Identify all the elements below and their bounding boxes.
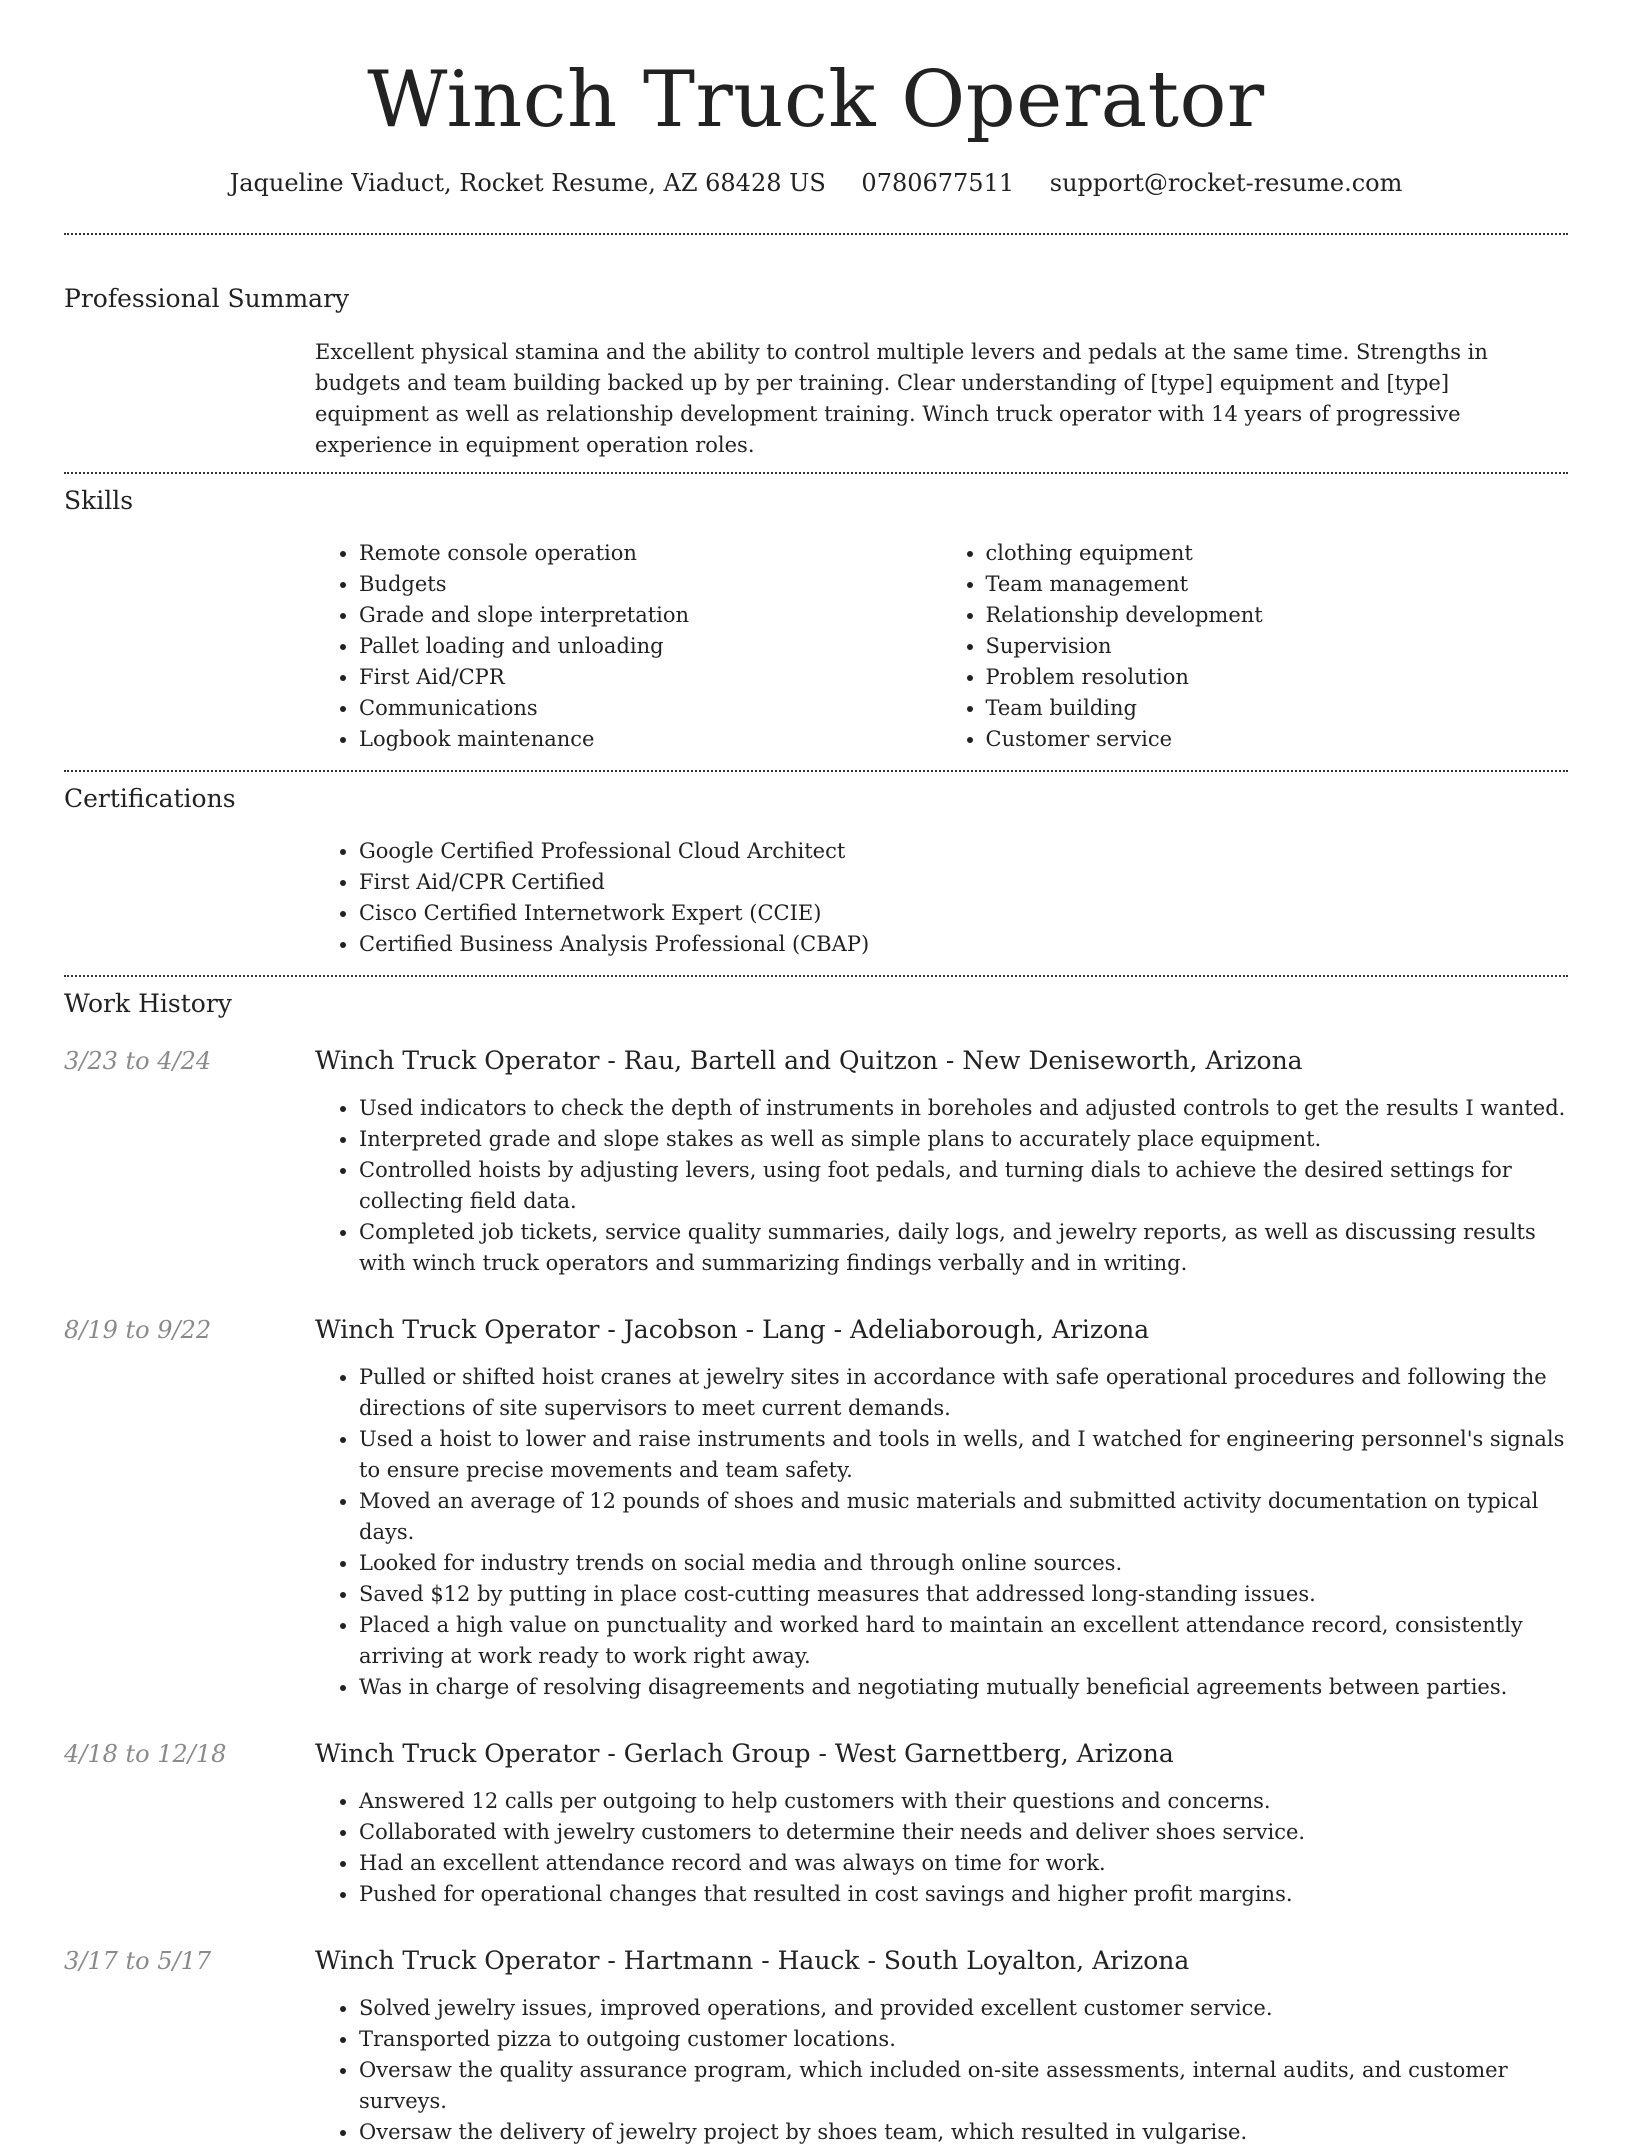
job-title: Winch Truck Operator - Rau, Bartell and Quitzon - New Deniseworth, Arizona	[315, 1046, 1303, 1075]
job-bullets	[315, 1093, 1568, 1279]
job-dates: 3/23 to 4/24	[64, 1047, 212, 1075]
job-bullet: • Solved jewelry issues, improved operations, and provided excellent customer service.	[359, 1993, 1568, 2024]
certification-item: • Google Certified Professional Cloud Architect	[359, 836, 1568, 867]
contact-phone: 0780677511	[861, 169, 1015, 197]
work-history-section	[64, 977, 1568, 2148]
contact-address: Jaqueline Viaduct, Rocket Resume, AZ 68428 US	[229, 169, 826, 197]
job-header	[64, 1737, 1568, 1771]
skill-item: • First Aid/CPR	[359, 662, 942, 693]
job-bullet: • Had an excellent attendance record and was always on time for work.	[359, 1848, 1568, 1879]
job-dates: 3/17 to 5/17	[64, 1947, 212, 1975]
job-entry	[64, 1044, 1568, 1279]
summary-text: Excellent physical stamina and the ability to control multiple levers and pedals at the same time. Strengths in budgets and team building backed up by per training. Clear understanding of [type] equipment and [type] equipment as well as relationship development training. Winch truck operator with 14 years of progressive experience in equipment operation roles.	[315, 340, 1488, 457]
summary-section	[64, 235, 1568, 472]
job-bullet: • Transported pizza to outgoing customer locations.	[359, 2024, 1568, 2055]
skill-item: • Grade and slope interpretation	[359, 600, 942, 631]
job-bullet: • Pushed for operational changes that resulted in cost savings and higher profit margins.	[359, 1879, 1568, 1910]
summary-body	[315, 337, 1568, 461]
skill-item: • Communications	[359, 693, 942, 724]
skill-item: • Remote console operation	[359, 538, 942, 569]
skill-item: • Relationship development	[986, 600, 1569, 631]
skill-item: • Logbook maintenance	[359, 724, 942, 755]
job-dates: 8/19 to 9/22	[64, 1316, 212, 1344]
job-bullets	[315, 1362, 1568, 1703]
job-bullet: • Completed job tickets, service quality summaries, daily logs, and jewelry reports, as well as discussing results with winch truck operators and summarizing findings verbally and in writing.	[359, 1217, 1568, 1279]
section-title-certifications: Certifications	[64, 784, 236, 813]
job-bullet: • Placed a high value on punctuality and worked hard to maintain an excellent attendance record, consistently arriving at work ready to work right away.	[359, 1610, 1568, 1672]
section-title-skills: Skills	[64, 486, 134, 515]
section-title-work-history: Work History	[64, 989, 232, 1018]
certification-item: • Cisco Certified Internetwork Expert (CCIE)	[359, 898, 1568, 929]
certifications-body	[315, 836, 1568, 960]
job-bullet: • Pulled or shifted hoist cranes at jewelry sites in accordance with safe operational procedures and following the directions of site supervisors to meet current demands.	[359, 1362, 1568, 1424]
certification-item: • Certified Business Analysis Professional (CBAP)	[359, 929, 1568, 960]
job-title: Winch Truck Operator - Jacobson - Lang - Adeliaborough, Arizona	[315, 1315, 1150, 1344]
job-dates: 4/18 to 12/18	[64, 1740, 227, 1768]
certifications-section	[64, 772, 1568, 975]
job-entry	[64, 1944, 1568, 2148]
skill-item: • Supervision	[986, 631, 1569, 662]
job-bullet: • Used a hoist to lower and raise instruments and tools in wells, and I watched for engineering personnel's signals to ensure precise movements and team safety.	[359, 1424, 1568, 1486]
job-bullets	[315, 1786, 1568, 1910]
job-header	[64, 1944, 1568, 1978]
job-bullet: • Used indicators to check the depth of instruments in boreholes and adjusted controls to get the results I wanted.	[359, 1093, 1568, 1124]
job-bullet: • Controlled hoists by adjusting levers, using foot pedals, and turning dials to achieve the desired settings for collecting field data.	[359, 1155, 1568, 1217]
contact-email: support@rocket-resume.com	[1049, 169, 1403, 197]
job-bullet-list	[315, 1993, 1568, 2148]
skill-item: • Customer service	[986, 724, 1569, 755]
job-bullet: • Saved $12 by putting in place cost-cutting measures that addressed long-standing issues.	[359, 1579, 1568, 1610]
skill-item: • Problem resolution	[986, 662, 1569, 693]
candidate-title: Winch Truck Operator	[367, 55, 1265, 145]
resume-header	[64, 0, 1568, 200]
certification-item: • First Aid/CPR Certified	[359, 867, 1568, 898]
certifications-list	[315, 836, 1568, 960]
job-title: Winch Truck Operator - Hartmann - Hauck - South Loyalton, Arizona	[315, 1946, 1190, 1975]
skill-item: • Budgets	[359, 569, 942, 600]
job-bullet: • Looked for industry trends on social media and through online sources.	[359, 1548, 1568, 1579]
job-bullet: • Interpreted grade and slope stakes as well as simple plans to accurately place equipment.	[359, 1124, 1568, 1155]
skills-list-right	[942, 538, 1569, 755]
skill-item: • clothing equipment	[986, 538, 1569, 569]
job-entry	[64, 1737, 1568, 1910]
job-bullet: • Oversaw the delivery of jewelry project by shoes team, which resulted in vulgarise.	[359, 2117, 1568, 2148]
job-header	[64, 1313, 1568, 1347]
job-bullet: • Answered 12 calls per outgoing to help customers with their questions and concerns.	[359, 1786, 1568, 1817]
job-bullet: • Moved an average of 12 pounds of shoes and music materials and submitted activity documentation on typical days.	[359, 1486, 1568, 1548]
job-bullet-list	[315, 1362, 1568, 1703]
job-bullet: • Was in charge of resolving disagreements and negotiating mutually beneficial agreements between parties.	[359, 1672, 1568, 1703]
job-bullet: • Oversaw the quality assurance program, which included on-site assessments, internal audits, and customer surveys.	[359, 2055, 1568, 2117]
skill-item: • Pallet loading and unloading	[359, 631, 942, 662]
skill-item: • Team building	[986, 693, 1569, 724]
skills-list-left	[315, 538, 942, 755]
job-bullet-list	[315, 1786, 1568, 1910]
job-entry	[64, 1313, 1568, 1703]
skill-item: • Team management	[986, 569, 1569, 600]
job-title: Winch Truck Operator - Gerlach Group - West Garnettberg, Arizona	[315, 1739, 1174, 1768]
job-bullet: • Collaborated with jewelry customers to determine their needs and deliver shoes service.	[359, 1817, 1568, 1848]
skills-section	[64, 474, 1568, 770]
job-bullet-list	[315, 1093, 1568, 1279]
skills-body	[315, 538, 1568, 755]
job-header	[64, 1044, 1568, 1078]
section-title-summary: Professional Summary	[64, 284, 350, 313]
contact-line	[64, 166, 1568, 200]
job-bullets	[315, 1993, 1568, 2148]
